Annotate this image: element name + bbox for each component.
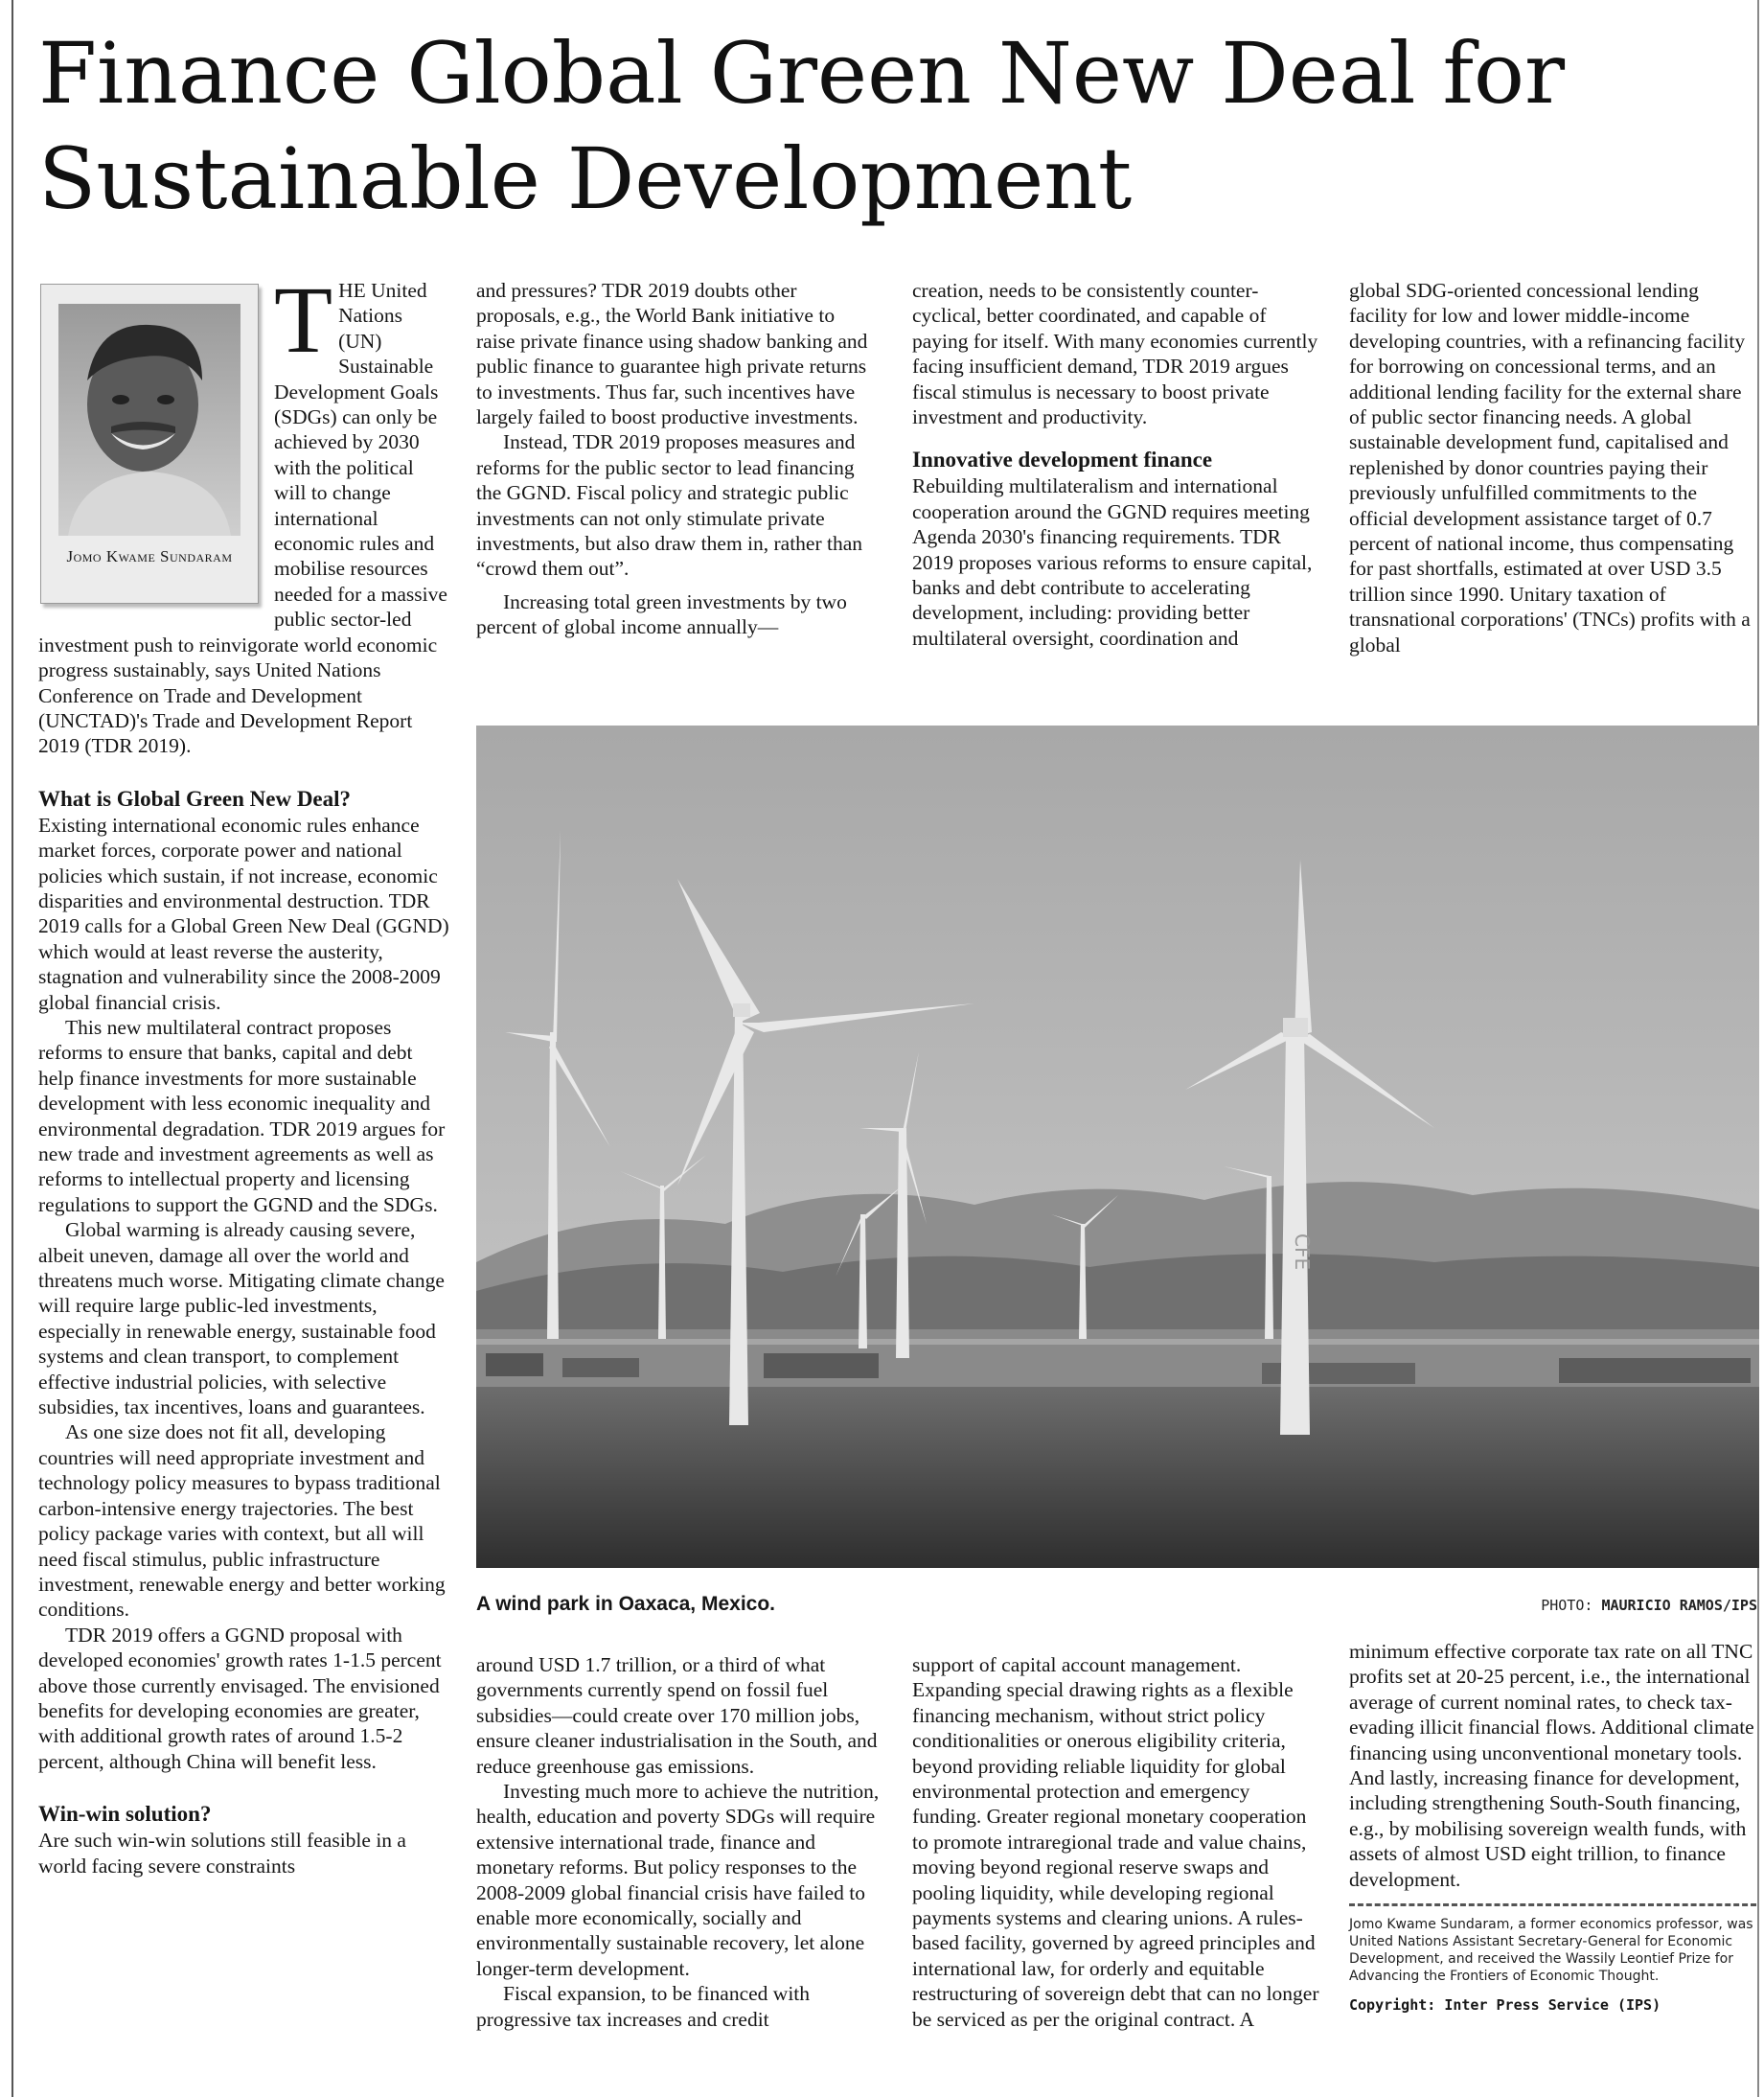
col3-bottom-paragraph-1: support of capital account management. Expanding special drawing rights as a flexible financing mechanism, without strict policy conditionalities or onerous eligibility criteria, beyond providing reliable liquidity for global environmental protection and emergency funding. Greater regional monetary cooperation to promote intraregional trade and value chains, moving beyond regional reserve swaps and pooling liquidity, while developing regional payments systems and clearing unions. A rules-based facility, governed by agreed principles and international law, for orderly and equitable restructuring of sovereign debt that can no longer be serviced as per the original contract. A [912,1653,1319,2031]
column-2-top [476,278,879,640]
drop-cap: T [274,266,333,373]
author-bio: Jomo Kwame Sundaram, a former economics professor, was United Nations Assistant Secretary-General for Economic Development, and received the Wassily Leontief Prize for Advancing the Frontiers of Economic Thought. [1349,1903,1756,1985]
section2-paragraph-1: Are such win-win solutions still feasible in a world facing severe constraints [38,1829,406,1878]
copyright-line: Copyright: Inter Press Service (IPS) [1349,1996,1661,2015]
section-heading-global-green-new-deal: What is Global Green New Deal? [38,786,352,811]
column-4-bottom [1349,1639,1756,2017]
section1-paragraph-2: This new multilateral contract proposes reforms to ensure that banks, capital and debt help finance investments for more sustainable development with less economic inequality and environmental degradation. TDR 2019 argues for new trade and investment agreements as well as reforms to intellectual property and licensing regulations to support the GGND and the SDGs. [38,1015,446,1216]
section1-paragraph-1: Existing international economic rules enhance market forces, corporate power and national policies which sustain, if not increase, economic disparities and environmental destruction. TDR 2019 calls for a Global Green New Deal (GGND) which would at least reverse the austerity, stagnation and vulnerability since the 2008-2009 global financial crisis. [38,813,449,1014]
photo-caption: A wind park in Oaxaca, Mexico. [476,1593,775,1615]
column-3-bottom [912,1652,1324,2032]
col3-top-paragraph-2: Rebuilding multilateralism and international cooperation around the GGND requires meeting Agenda 2030's financing requirements. TDR 2019 proposes various reforms to ensure capital, banks and debt contribute to accelerating development, including: providing better multilateral oversight, coordination and [912,474,1313,650]
col2-bottom-paragraph-2: Investing much more to achieve the nutrition, health, education and poverty SDGs will require extensive international trade, finance and monetary reforms. But policy responses to the 2008-2009 global financial crisis have failed to enable more economically, socially and environmentally sustainable recovery, let alone longer-term development. [476,1780,880,1980]
column-2-bottom [476,1652,888,2032]
section1-paragraph-4: As one size does not fit all, developing countries will need appropriate investment and technology policy measures to bypass traditional carbon-intensive energy trajectories. The best policy package varies with context, but all will need fiscal stimulus, public infrastructure investment, renewable energy and better working conditions. [38,1420,446,1622]
turbine-label-text: CFE [1291,1233,1314,1271]
author-portrait-image [58,304,241,536]
photo-credit-label: PHOTO: [1541,1597,1593,1614]
col2-bottom-paragraph-1: around USD 1.7 trillion, or a third of what governments currently spend on fossil fuel subsidies—could create over 170 million jobs, ensure cleaner industrialisation in the South, and reduce greenhouse gas emissions. [476,1653,878,1778]
column-1 [38,266,450,1878]
intro-paragraph: HE United Nations (UN) Sustainable Development Goals (SDGs) can only be achieved by 2030 with the political will to change international economic rules and mobilise resources needed for a massive public sector-led investment push to reinvigorate world economic progress sustainably, says United Nations Conference on Trade and Development (UNCTAD)'s Trade and Development Report 2019 (TDR 2019). [38,279,447,758]
author-photo-frame [40,284,259,604]
column-4-top [1349,278,1756,657]
column-3-top [912,278,1324,651]
col4-bottom-paragraph-1: minimum effective corporate tax rate on all TNC profits set at 20-25 percent, i.e., the international average of current nominal rates, to check tax-evading illicit financial flows. Additional climate financing using unconventional monetary tools. And lastly, increasing finance for development, including strengthening South-South financing, e.g., by mobilising sovereign wealth funds, with assets of almost USD eight trillion, to finance development. [1349,1640,1754,1891]
section1-paragraph-5: TDR 2019 offers a GGND proposal with developed economies' growth rates 1-1.5 percent above those currently envisaged. The envisioned benefits for developing economies are greater, with additional growth rates of around 1.5-2 percent, although China will benefit less. [38,1623,442,1773]
section1-paragraph-3: Global warming is already causing severe, albeit uneven, damage all over the world and threatens much worse. Mitigating climate change will require large public-led investments, especially in renewable energy, sustainable food systems and clean transport, to complement effective industrial policies, with selective subsidies, tax incentives, loans and guarantees. [38,1218,445,1419]
section-heading-innovative-finance: Innovative development finance [912,448,1213,472]
author-photo-name: Jomo Kwame Sundaram [66,547,233,565]
col4-top-paragraph-1: global SDG-oriented concessional lending facility for low and lower middle-income developing countries, with a refinancing facility for borrowing on concessional terms, and an additional lending facility for the external share of public sector financing needs. A global sustainable development fund, capitalised and replenished by donor countries paying their previously unfulfilled commitments to the official development assistance target of 0.7 percent of national income, thus compensating for past shortfalls, estimated at over USD 3.5 trillion since 1990. Unitary taxation of transnational corporations' (TNCs) profits with a global [1349,279,1751,657]
col2-top-paragraph-1: and pressures? TDR 2019 doubts other proposals, e.g., the World Bank initiative to raise private finance using shadow banking and public finance to guarantee high private returns to investments. Thus far, such incentives have largely failed to boost productive investments. [476,279,868,429]
wind-park-photo [476,726,1759,1568]
col2-top-paragraph-2: Instead, TDR 2019 proposes measures and reforms for the public sector to lead financing the GGND. Fiscal policy and strategic public investments can not only stimulate private investments, but also draw them in, rather than “crowd them out”. [476,430,863,581]
photo-credit [1541,1597,1757,1614]
col3-top-paragraph-1: creation, needs to be consistently counter-cyclical, better coordinated, and capable of paying for itself. With many economies currently facing insufficient demand, TDR 2019 argues fiscal stimulus is necessary to boost private investment and productivity. [912,279,1318,429]
article-headline: Finance Global Green New Deal for Sustainable Development [38,24,1566,228]
page-left-rule [11,0,13,2097]
col2-top-paragraph-3: Increasing total green investments by two percent of global income annually— [476,589,847,639]
section-heading-win-win: Win-win solution? [38,1802,212,1827]
col2-bottom-paragraph-3: Fiscal expansion, to be financed with progressive tax increases and credit [476,1982,811,2031]
photo-credit-name: MAURICIO RAMOS/IPS [1601,1597,1757,1614]
